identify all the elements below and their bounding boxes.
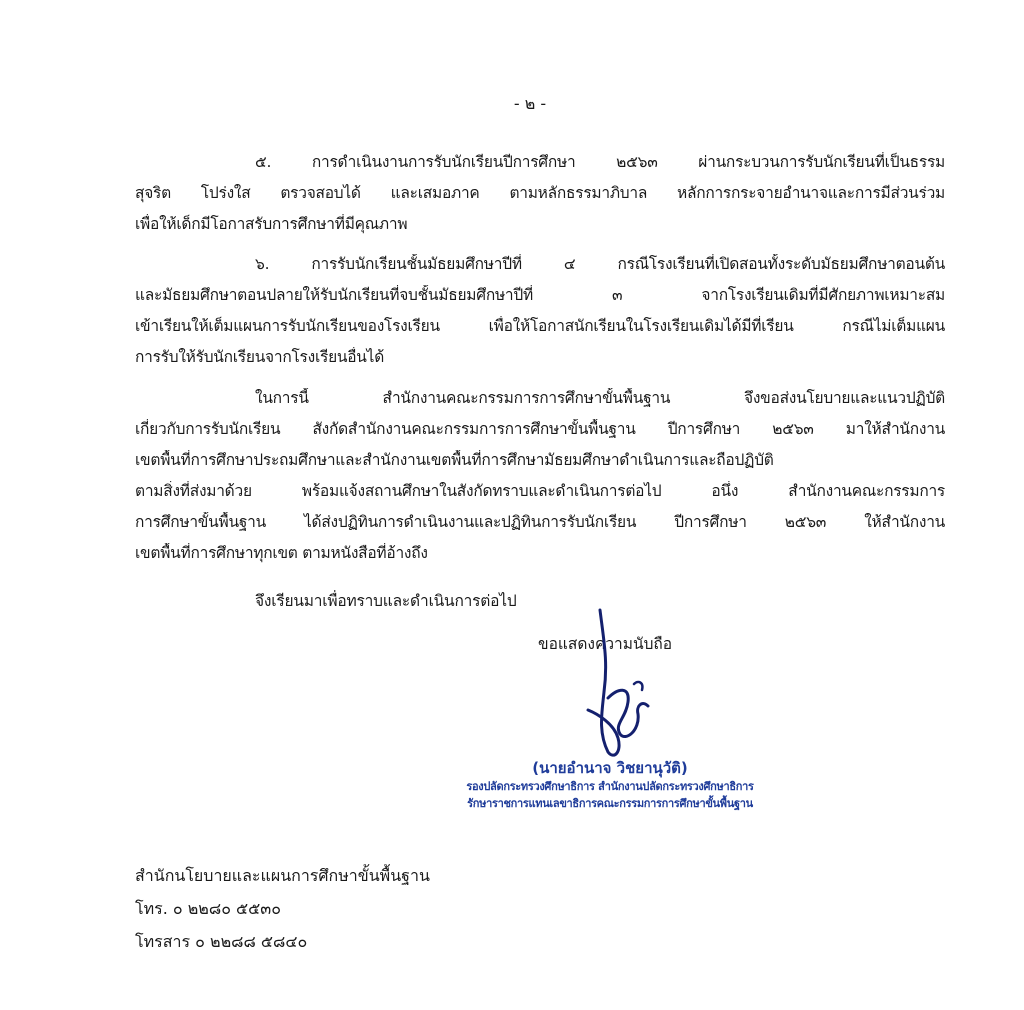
signer-block [420,758,800,812]
item6-line4: การรับให้รับนักเรียนจากโรงเรียนอื่นได้ [135,348,385,366]
page-number: - ๒ - [513,94,547,113]
signer-name: (นายอำนาจ วิชยานุวัติ) [532,759,688,777]
closing-text: ขอแสดงความนับถือ [538,635,673,653]
signer-title-line1: รองปลัดกระทรวงศึกษาธิการ สำนักงานปลัดกระทรวงศึกษาธิการ [466,780,754,793]
paragraph-line2: เกี่ยวกับการรับนักเรียน สังกัดสำนักงานคณะกรรมการการศึกษาขั้นพื้นฐาน ปีการศึกษา ๒๕๖๓ มาให้สำนักงาน [135,420,945,438]
paragraph-line3: เขตพื้นที่การศึกษาประถมศึกษาและสำนักงานเขตพื้นที่การศึกษามัธยมศึกษาดำเนินการและถือปฏิบัติ [135,451,774,469]
footer-fax: โทรสาร ๐ ๒๒๘๘ ๕๘๔๐ [135,932,308,951]
item6-line1: ๖. การรับนักเรียนชั้นมัธยมศึกษาปีที่ ๔ กรณีโรงเรียนที่เปิดสอนทั้งระดับมัธยมศึกษาตอนต้น [255,255,945,273]
item5-line3: เพื่อให้เด็กมีโอกาสรับการศึกษาที่มีคุณภาพ [135,215,408,233]
request-line: จึงเรียนมาเพื่อทราบและดำเนินการต่อไป [255,592,517,610]
paragraph-line6: เขตพื้นที่การศึกษาทุกเขต ตามหนังสือที่อ้างถึง [135,544,428,562]
paragraph-line4: ตามสิ่งที่ส่งมาด้วย พร้อมแจ้งสถานศึกษาในสังกัดทราบและดำเนินการต่อไป อนึ่ง สำนักงานคณะกรรมการ [135,482,945,500]
item5-line2: สุจริต โปร่งใส ตรวจสอบได้ และเสมอภาค ตามหลักธรรมาภิบาล หลักการกระจายอำนาจและการมีส่วนร่วม [135,184,945,202]
item6-line3: เข้าเรียนให้เต็มแผนการรับนักเรียนของโรงเรียน เพื่อให้โอกาสนักเรียนในโรงเรียนเดิมได้มีที่เรียน กรณีไม่เต็มแผน [135,317,945,335]
paragraph-line1: ในการนี้ สำนักงานคณะกรรมการการศึกษาขั้นพื้นฐาน จึงขอส่งนโยบายและแนวปฏิบัติ [255,389,945,407]
footer-office: สำนักนโยบายและแผนการศึกษาขั้นพื้นฐาน [135,866,430,885]
item6-line2: และมัธยมศึกษาตอนปลายให้รับนักเรียนที่จบชั้นมัธยมศึกษาปีที่ ๓ จากโรงเรียนเดิมที่มีศักยภาพเหมาะสม [135,286,945,304]
paragraph-line5: การศึกษาขั้นพื้นฐาน ได้ส่งปฏิทินการดำเนินงานและปฏิทินการรับนักเรียน ปีการศึกษา ๒๕๖๓ ให้สำนักงาน [135,513,945,531]
signer-title-line2: รักษาราชการแทนเลขาธิการคณะกรรมการการศึกษาขั้นพื้นฐาน [467,797,753,810]
footer-phone: โทร. ๐ ๒๒๘๐ ๕๕๓๐ [135,899,281,918]
item5-line1: ๕. การดำเนินงานการรับนักเรียนปีการศึกษา ๒๕๖๓ ผ่านกระบวนการรับนักเรียนที่เป็นธรรม [255,153,945,171]
handwritten-signature [578,602,658,762]
